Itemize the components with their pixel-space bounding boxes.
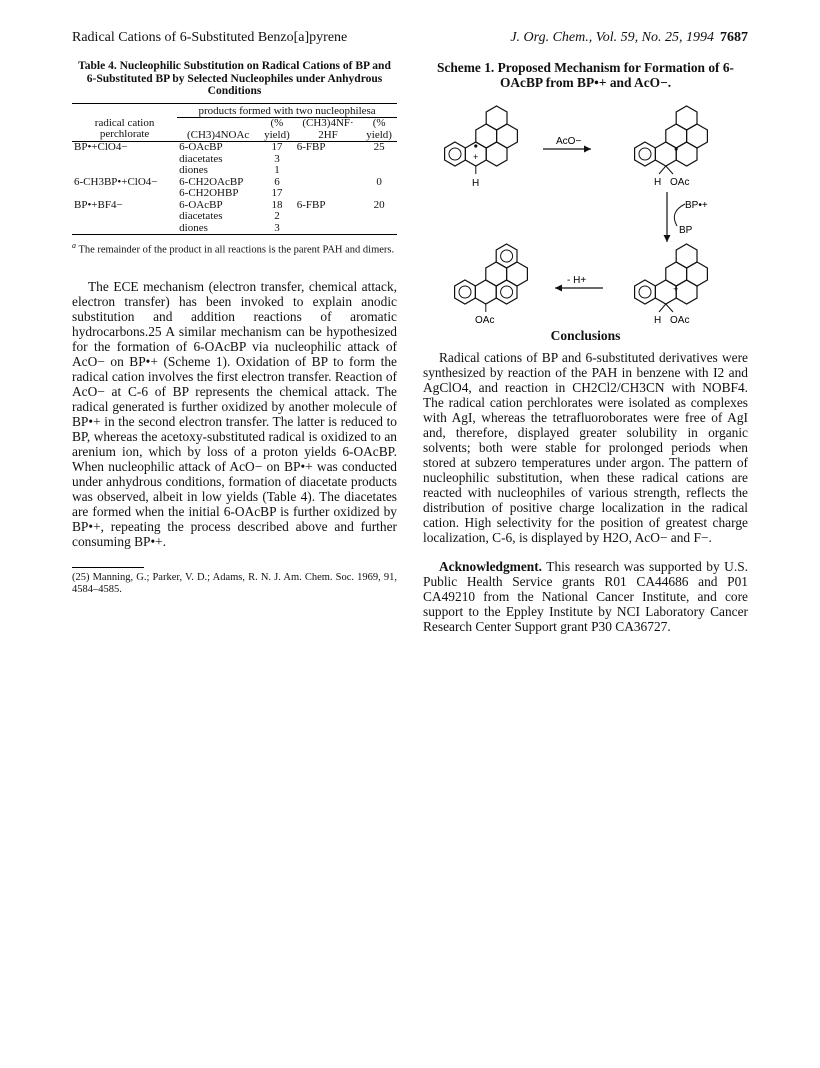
bp-radical-cation-structure	[445, 106, 518, 189]
svg-text:H: H	[654, 315, 662, 326]
journal-citation: J. Org. Chem., Vol. 59, No. 25, 1994	[510, 30, 714, 45]
table-title: Table 4. Nucleophilic Substitution on Radical Cations of BP and 6-Substituted BP by Selected Nucleophiles under Anhydrous Conditions	[78, 60, 391, 97]
running-header-journal	[510, 30, 748, 46]
acknowledgment-text: This research was supported by U.S. Public Health Service grants R01 CA44686 and P01 CA49210 from the National Cancer Institute, and core support to the Eppley Institute by NCI Laboratory Cancer Research Center Support grant P30 CA36727.	[423, 559, 748, 634]
aco-label: AcO−	[556, 136, 582, 147]
conclusions-heading: Conclusions	[550, 328, 621, 343]
reaction-scheme-svg	[423, 94, 748, 326]
proton-loss-label: - H+	[567, 275, 587, 286]
bp-label: BP	[679, 225, 693, 236]
svg-text:H: H	[654, 177, 662, 188]
table-4: products formed with two nucleophilesa radical cation perchlorate (CH3)4NOAc (% yield) (CH3)4NF· 2HF (% yield) BP•+ClO4− 6-OAcBP 17 6-FBP 25 diacetates 3 diones 1 6-CH3BP•+ClO4− 6-CH2OAcBP 6 0 6-CH2OHBP 17 BP•+BF4− 6-OAcBP 18 6-FBP 20 diacetates 2 diones 3	[72, 103, 397, 236]
table-row-cation: BP•+ClO4−	[72, 142, 177, 154]
col-header-nuc1: (CH3)4NOAc	[186, 128, 250, 141]
table-span-header: products formed with two nucleophilesa	[177, 103, 397, 118]
paragraph-conclusions: Radical cations of BP and 6-substituted derivatives were synthesized by reaction of the PAH in benzene with I2 and AgClO4, and reaction in CH2Cl2/CH3CN with NOBF4. The radical cation perchlorates were isolated as complexes with AgI, whereas the tetrafluoroborates were free of AgI and, therefore, displayed greater solubility in organic solvents; both were stable for prolonged periods when stored at subzero temperatures under argon. The pattern of nucleophilic substitution, when these radical cations are reacted with nucleophiles of various strength, reflects the distribution of positive charge localization in the radical cation. High selectivity for the position of greatest charge localization, C-6, is displayed by H2O, AcO− and F−.	[423, 350, 748, 545]
oac-label: OAc	[670, 177, 690, 188]
acknowledgment	[423, 559, 748, 634]
col-header-yield2: (% yield)	[366, 117, 392, 141]
svg-text:+: +	[673, 284, 679, 294]
h-label: H	[472, 178, 480, 189]
page-number: 7687	[720, 30, 748, 45]
bp-cation-label: BP•+	[685, 200, 708, 211]
arenium-ion-structure	[635, 244, 708, 326]
table-row-cation: BP•+BF4−	[74, 198, 123, 211]
paragraph-ece-mechanism: The ECE mechanism (electron transfer, chemical attack, electron transfer) has been invoked to explain anodic substitution and addition reactions of aromatic hydrocarbons.25 A similar mechanism can be hypothesized for the formation of 6-OAcBP via nucleophilic attack of AcO− on BP•+ (Scheme 1). Oxidation of BP to form the radical cation involves the first electron transfer. Reaction of AcO− at C-6 of BP represents the chemical attack. The radical generated is further oxidized by another molecule of BP•+ in the second electron transfer. The latter is reduced to BP, whereas the acetoxy-substituted radical is oxidized to an arenium ion, which by loss of a proton yields 6-OAcBP. When nucleophilic attack of AcO− on BP•+ was conducted under anhydrous conditions, formation of diacetate products was observed, albeit in low yields (Table 4). The diacetates are formed when the initial 6-OAcBP is further oxidized by BP•+, repeating the process described above and further consuming BP•+.	[72, 278, 397, 549]
scheme-title: Scheme 1. Proposed Mechanism for Formation of 6-OAcBP from BP•+ and AcO−.	[436, 60, 735, 90]
left-column	[72, 60, 397, 596]
acknowledgment-label: Acknowledgment.	[439, 559, 543, 574]
footnote-divider	[72, 567, 144, 568]
table-footnote: $^a$ The remainder of the product in all reactions is the parent PAH and dimers.	[72, 241, 395, 256]
col-header-nuc2: (CH3)4NF· 2HF	[302, 117, 354, 141]
reference-25: (25) Manning, G.; Parker, V. D.; Adams, R. N. J. Am. Chem. Soc. 1969, 91, 4584–4585.	[72, 571, 397, 595]
col-header-radical: radical cation perchlorate	[94, 116, 155, 140]
svg-text:OAc: OAc	[670, 315, 690, 326]
col-header-yield1: (% yield)	[264, 117, 290, 141]
svg-text:+: +	[473, 152, 479, 162]
acetoxy-radical-structure	[635, 106, 708, 188]
right-column	[423, 60, 748, 634]
table-row-cation: 6-CH3BP•+ClO4−	[74, 175, 158, 188]
body-text-left	[72, 279, 397, 549]
running-header-title: Radical Cations of 6-Substituted Benzo[a]pyrene	[72, 30, 348, 45]
body-text-right	[423, 350, 748, 634]
scheme-1-diagram	[423, 94, 748, 326]
svg-text:OAc: OAc	[475, 315, 495, 326]
oacbp-product-structure	[455, 244, 528, 326]
